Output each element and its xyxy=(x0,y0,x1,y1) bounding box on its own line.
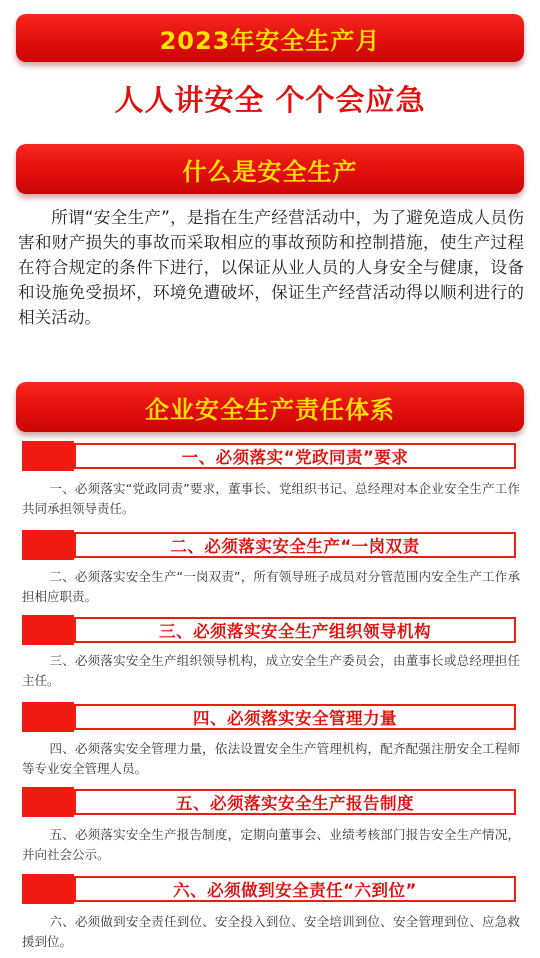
section-header xyxy=(22,530,516,560)
section-header-red-block xyxy=(22,615,74,645)
what-is-safety-title: 什么是安全生产 xyxy=(182,157,358,186)
section-title: 一、必须落实“党政同责”要求 xyxy=(74,443,516,469)
section-title: 三、必须落实安全生产组织领导机构 xyxy=(74,617,516,643)
section-text: 四、必须落实安全管理力量，依法设置安全生产管理机构，配齐配强注册安全工程师等专业安全管理人员。 xyxy=(22,741,520,776)
responsibility-system-title: 企业安全生产责任体系 xyxy=(145,395,395,424)
section-header-red-block xyxy=(22,530,74,560)
responsibility-system-banner xyxy=(16,382,524,432)
section-title: 四、必须落实安全管理力量 xyxy=(74,704,516,730)
section-header xyxy=(22,874,516,904)
section-header xyxy=(22,441,516,471)
section-header-red-block xyxy=(22,441,74,471)
section-title: 二、必须落实安全生产“一岗双责 xyxy=(74,532,516,558)
slogan: 人人讲安全 个个会应急 xyxy=(114,83,426,117)
section-header xyxy=(22,702,516,732)
intro-paragraph: 所谓“安全生产”，是指在生产经营活动中，为了避免造成人员伤害和财产损失的事故而采取相应的事故预防和控制措施，使生产过程在符合规定的条件下进行，以保证从业人员的人身安全与健康，设备和设施免受损坏，环境免遭破坏，保证生产经营活动得以顺利进行的相关活动。 xyxy=(18,208,524,327)
what-is-safety-banner xyxy=(16,144,524,194)
section-header-red-block xyxy=(22,702,74,732)
month-banner-title: 2023年安全生产月 xyxy=(159,26,381,55)
section-text: 一、必须落实“党政同责”要求，董事长、党组织书记、总经理对本企业安全生产工作共同承担领导责任。 xyxy=(22,481,520,516)
section-header-red-block xyxy=(22,787,74,817)
section-text: 三、必须落实安全生产组织领导机构，成立安全生产委员会，由董事长或总经理担任主任。 xyxy=(22,653,520,688)
section-text: 二、必须落实安全生产“一岗双责”，所有领导班子成员对分管范围内安全生产工作承担相应职责。 xyxy=(22,569,520,604)
month-banner xyxy=(16,14,524,62)
section-title: 六、必须做到安全责任“六到位” xyxy=(74,876,516,902)
section-header xyxy=(22,787,516,817)
section-text: 五、必须落实安全生产报告制度，定期向董事会、业绩考核部门报告安全生产情况，并向社会公示。 xyxy=(22,827,520,862)
section-text: 六、必须做到安全责任到位、安全投入到位、安全培训到位、安全管理到位、应急救援到位。 xyxy=(22,914,520,949)
section-header xyxy=(22,615,516,645)
section-header-red-block xyxy=(22,874,74,904)
section-title: 五、必须落实安全生产报告制度 xyxy=(74,789,516,815)
